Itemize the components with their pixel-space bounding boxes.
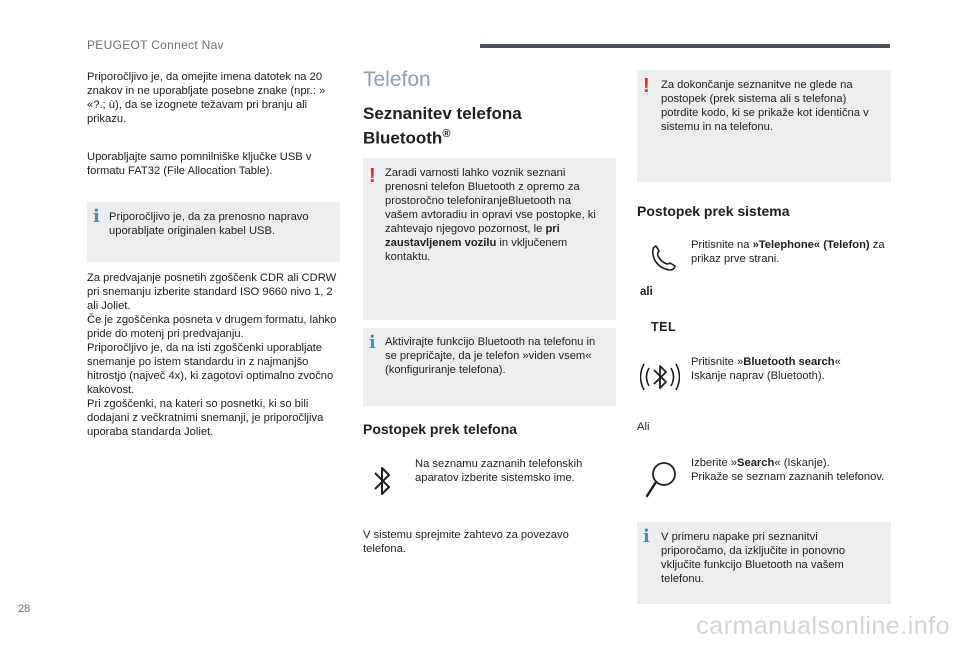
step3-post: « (Iskanje). Prikaže se seznam zaznanih telefonov. xyxy=(691,457,885,483)
info-bluetooth-text: Aktivirajte funkcijo Bluetooth na telefonu in se prepričajte, da je telefon »viden vsem« (konfiguriranje telefona). xyxy=(385,336,596,376)
pairing-title xyxy=(363,104,613,149)
header-bar xyxy=(480,44,890,48)
info-note-usb xyxy=(87,202,340,262)
info-box-bluetooth xyxy=(363,328,616,406)
pairing-title-line2: Bluetooth xyxy=(363,128,443,148)
step1-pre: Pritisnite na xyxy=(691,239,753,251)
bluetooth-icon xyxy=(371,464,395,498)
watermark: carmanualsonline.info xyxy=(696,612,950,640)
warning-box-safety xyxy=(363,158,616,320)
info-note-text: Priporočljivo je, da za prenosno napravo uporabljate originalen kabel USB. xyxy=(109,211,309,237)
warning-code-text: Za dokončanje seznanitve ne glede na postopek (prek sistema ali s telefona) potrdite kodo, ki se prikaže kot identična v sistemu in na telefonu. xyxy=(661,79,869,133)
magnifier-icon xyxy=(643,460,679,500)
bluetooth-search-label: Bluetooth search xyxy=(743,356,835,368)
system-procedure-heading: Postopek prek sistema xyxy=(637,203,790,219)
system-step3-text xyxy=(691,456,891,484)
system-step2-text xyxy=(691,355,891,383)
phone-icon xyxy=(648,243,678,273)
search-label: Search xyxy=(737,457,775,469)
info-error-text: V primeru napake pri seznanitvi priporočamo, da izključite in ponovno vključite funkcijo Bluetooth na vašem telefonu. xyxy=(661,531,846,585)
col1-paragraph-2: Uporabljajte samo pomnilniške ključke USB v formatu FAT32 (File Allocation Table). xyxy=(87,151,312,177)
phone-procedure-heading: Postopek prek telefona xyxy=(363,421,518,437)
info-icon: i xyxy=(369,332,376,353)
warning-box-code xyxy=(637,70,891,182)
step3-pre: Izberite » xyxy=(691,457,738,469)
bluetooth-search-icon xyxy=(640,356,680,400)
pairing-title-line1: Seznanitev telefona xyxy=(363,104,522,123)
telephone-button-label: »Telephone« (Telefon) xyxy=(752,239,870,251)
warning-text-part: Zaradi varnosti lahko voznik seznani prenosni telefon Bluetooth z opremo za prostoročno telefoniranjeBluetooth na vašem avtoradiu in opravi vse postopke, ki zahtevajo njegovo pozornost, le xyxy=(385,167,596,235)
or2-label: Ali xyxy=(637,421,650,433)
warning-safety-text xyxy=(385,166,607,264)
step1-post: za prikaz prve strani. xyxy=(691,239,885,265)
info-icon: i xyxy=(93,206,100,227)
info-icon: i xyxy=(643,526,650,547)
or-label: ali xyxy=(640,286,653,298)
col1-paragraph-1: Priporočljivo je, da omejite imena datotek na 20 znakov in ne uporabljate posebne znake (npr.: » «?.; ù), da se izognete težavam pri branju ali prikazu. xyxy=(87,71,326,125)
header-title: PEUGEOT Connect Nav xyxy=(87,38,224,52)
warning-icon: ! xyxy=(369,165,376,187)
page-number: 28 xyxy=(18,603,31,615)
registered-mark: ® xyxy=(442,128,451,140)
warning-icon: ! xyxy=(643,75,650,97)
step2-pre: Pritisnite » xyxy=(691,356,744,368)
warning-tail-part: in vključenem kontaktu. xyxy=(385,237,568,263)
warning-bold-part: pri zaustavljenem vozilu xyxy=(385,223,560,249)
phone-confirm-text: V sistemu sprejmite zahtevo za povezavo telefona. xyxy=(363,529,569,555)
section-title: Telefon xyxy=(363,68,431,91)
system-step1-text xyxy=(691,238,891,266)
info-box-error xyxy=(637,522,891,604)
phone-step-text: Na seznamu zaznanih telefonskih aparatov izberite sistemsko ime. xyxy=(415,458,583,484)
step2-post: « Iskanje naprav (Bluetooth). xyxy=(691,356,841,382)
col1-paragraph-3: Za predvajanje posnetih zgoščenk CDR ali CDRW pri snemanju izberite standard ISO 9660 nivo 1, 2 ali Joliet. Če je zgoščenka posneta v drugem formatu, lahko pride do motenj pri predvajanju. Priporočljivo je, da na isti zgoščenki uporabljate snemanje po istem standardu in z najmanjšo hitrostjo (največ 4x), ki zagotovi optimalno zvočno kakovost. Pri zgoščenki, na kateri so posnetki, ki so bili dodajani z večkratnimi snemanji, je priporočljiva uporaba standarda Joliet. xyxy=(87,272,337,438)
tel-button-label: TEL xyxy=(651,320,677,334)
